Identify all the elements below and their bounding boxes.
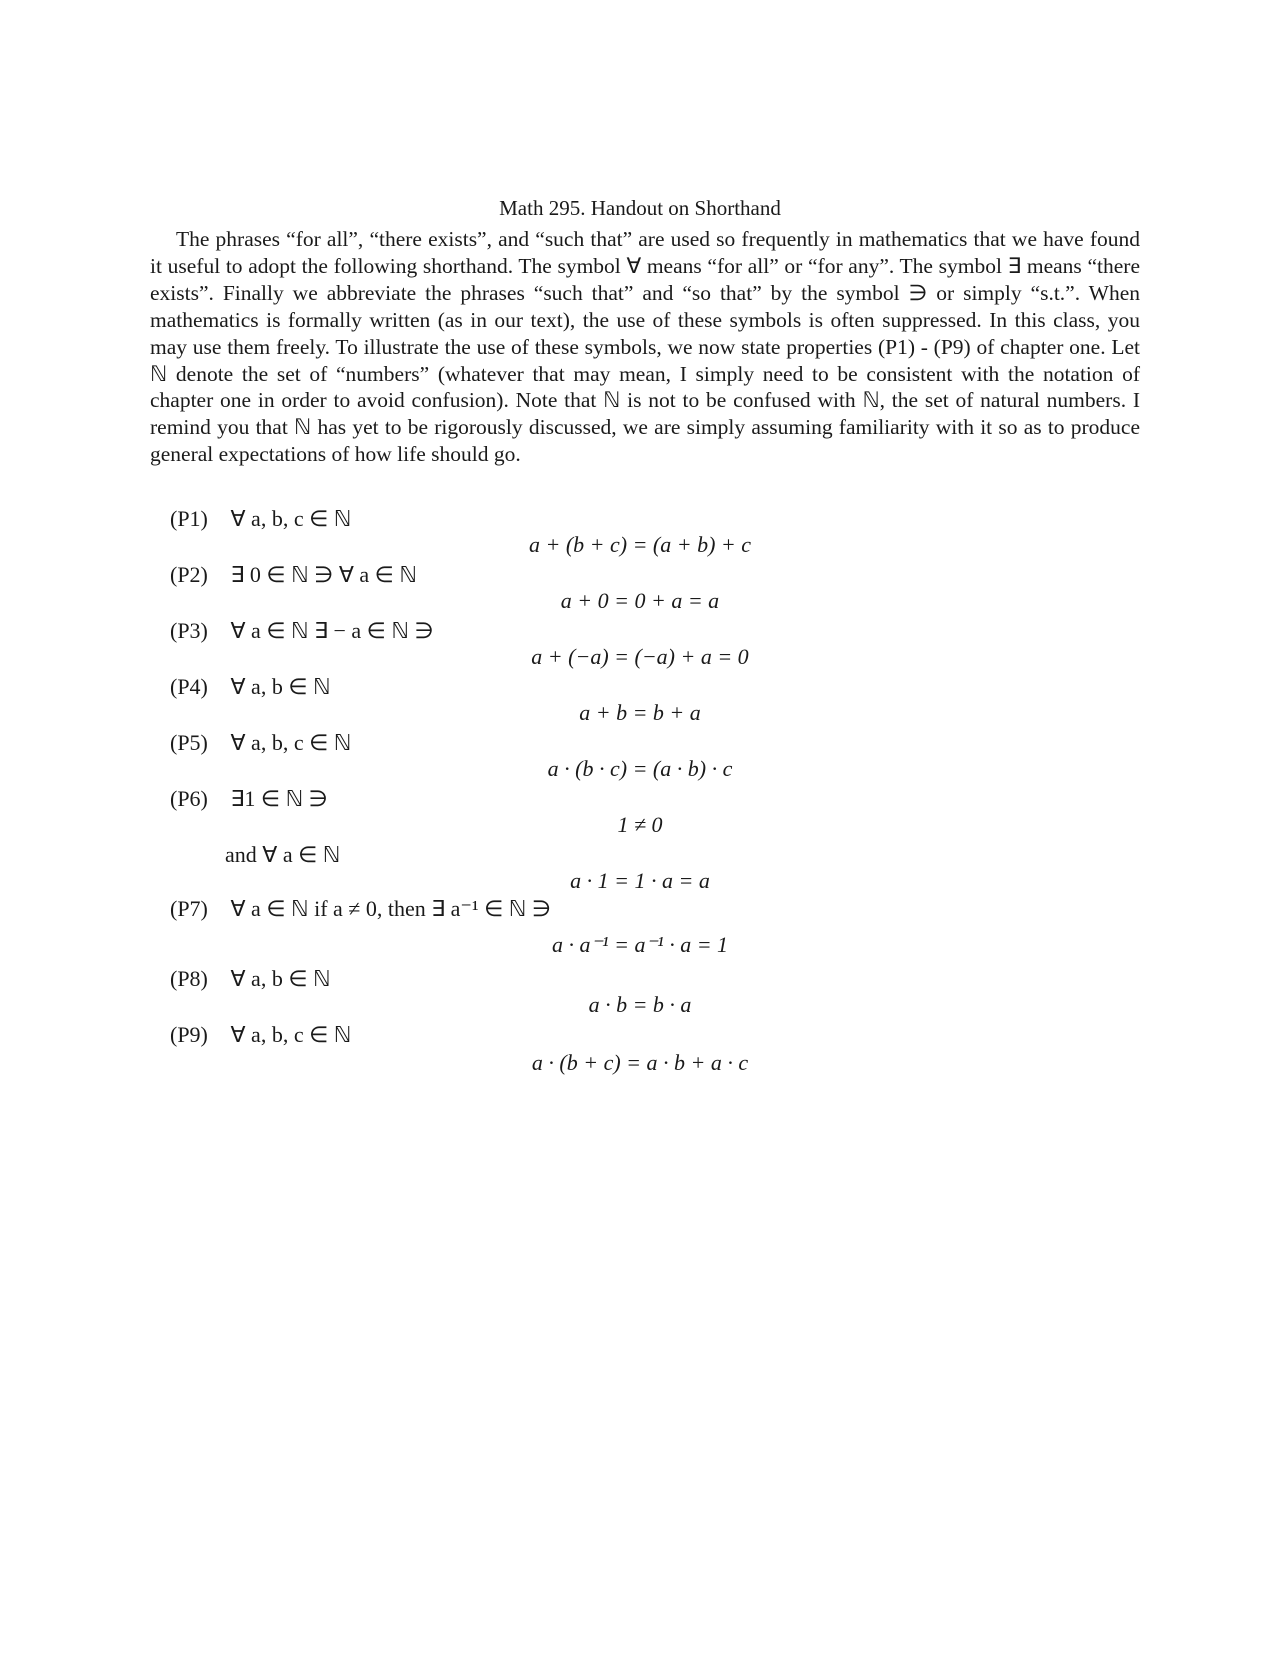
equation-p4: a + b = b + a xyxy=(579,700,701,725)
equation-p7: a · a⁻¹ = a⁻¹ · a = 1 xyxy=(551,932,729,957)
property-statement: ∃ 0 ∈ ℕ ∋ ∀ a ∈ ℕ xyxy=(230,562,417,587)
property-p4 xyxy=(170,674,331,700)
page-title: Math 295. Handout on Shorthand xyxy=(499,196,781,220)
property-p5 xyxy=(170,730,351,756)
property-label: (P6) xyxy=(170,786,208,811)
property-label: (P8) xyxy=(170,966,208,991)
property-statement: ∀ a ∈ ℕ if a ≠ 0, then ∃ a⁻¹ ∈ ℕ ∋ xyxy=(230,896,552,921)
property-label: (P7) xyxy=(170,896,208,921)
property-p1 xyxy=(170,506,351,532)
property-p3 xyxy=(170,618,434,644)
equation-p6-second: a · 1 = 1 · a = a xyxy=(570,868,710,893)
property-label: (P4) xyxy=(170,674,208,699)
property-label: (P1) xyxy=(170,506,208,531)
property-label: (P9) xyxy=(170,1022,208,1047)
property-label: (P3) xyxy=(170,618,208,643)
property-statement: ∀ a ∈ ℕ ∃ − a ∈ ℕ ∋ xyxy=(230,618,434,643)
property-label: (P2) xyxy=(170,562,208,587)
property-statement: ∃1 ∈ ℕ ∋ xyxy=(230,786,328,811)
property-p6-continuation: and ∀ a ∈ ℕ xyxy=(225,842,341,867)
equation-p6: 1 ≠ 0 xyxy=(617,812,663,837)
property-p6 xyxy=(170,786,328,812)
property-p8 xyxy=(170,966,331,992)
equation-p5: a · (b · c) = (a · b) · c xyxy=(547,756,733,781)
property-p9 xyxy=(170,1022,351,1048)
property-statement: ∀ a, b ∈ ℕ xyxy=(230,966,331,991)
equation-p1: a + (b + c) = (a + b) + c xyxy=(528,532,752,557)
equation-p9: a · (b + c) = a · b + a · c xyxy=(531,1050,749,1075)
property-label: (P5) xyxy=(170,730,208,755)
property-statement: ∀ a, b, c ∈ ℕ xyxy=(230,1022,352,1047)
equation-p2: a + 0 = 0 + a = a xyxy=(560,588,720,613)
property-statement: ∀ a, b, c ∈ ℕ xyxy=(230,506,352,531)
property-p2 xyxy=(170,562,417,588)
intro-paragraph: The phrases “for all”, “there exists”, and “such that” are used so frequently in mathematics that we have found it useful to adopt the following shorthand. The symbol ∀ means “for all” or “for any”. The symbol ∃ means “there exists”. Finally we abbreviate the phrases “such that” and “so that” by the symbol ∋ or simply “s.t.”. When mathematics is formally written (as in our text), the use of these symbols is often suppressed. In this class, you may use them freely. To illustrate the use of these symbols, we now state properties (P1) - (P9) of chapter one. Let ℕ denote the set of “numbers” (whatever that may mean, I simply need to be consistent with the notation of chapter one in order to avoid confusion). Note that ℕ is not to be confused with ℕ, the set of natural numbers. I remind you that ℕ has yet to be rigorously discussed, we are simply assuming familiarity with it so as to produce general expectations of how life should go. xyxy=(150,227,1140,467)
property-statement: ∀ a, b, c ∈ ℕ xyxy=(230,730,352,755)
equation-p8: a · b = b · a xyxy=(588,992,692,1017)
equation-p3: a + (−a) = (−a) + a = 0 xyxy=(531,644,749,669)
property-statement: ∀ a, b ∈ ℕ xyxy=(230,674,331,699)
property-p7 xyxy=(170,896,551,922)
